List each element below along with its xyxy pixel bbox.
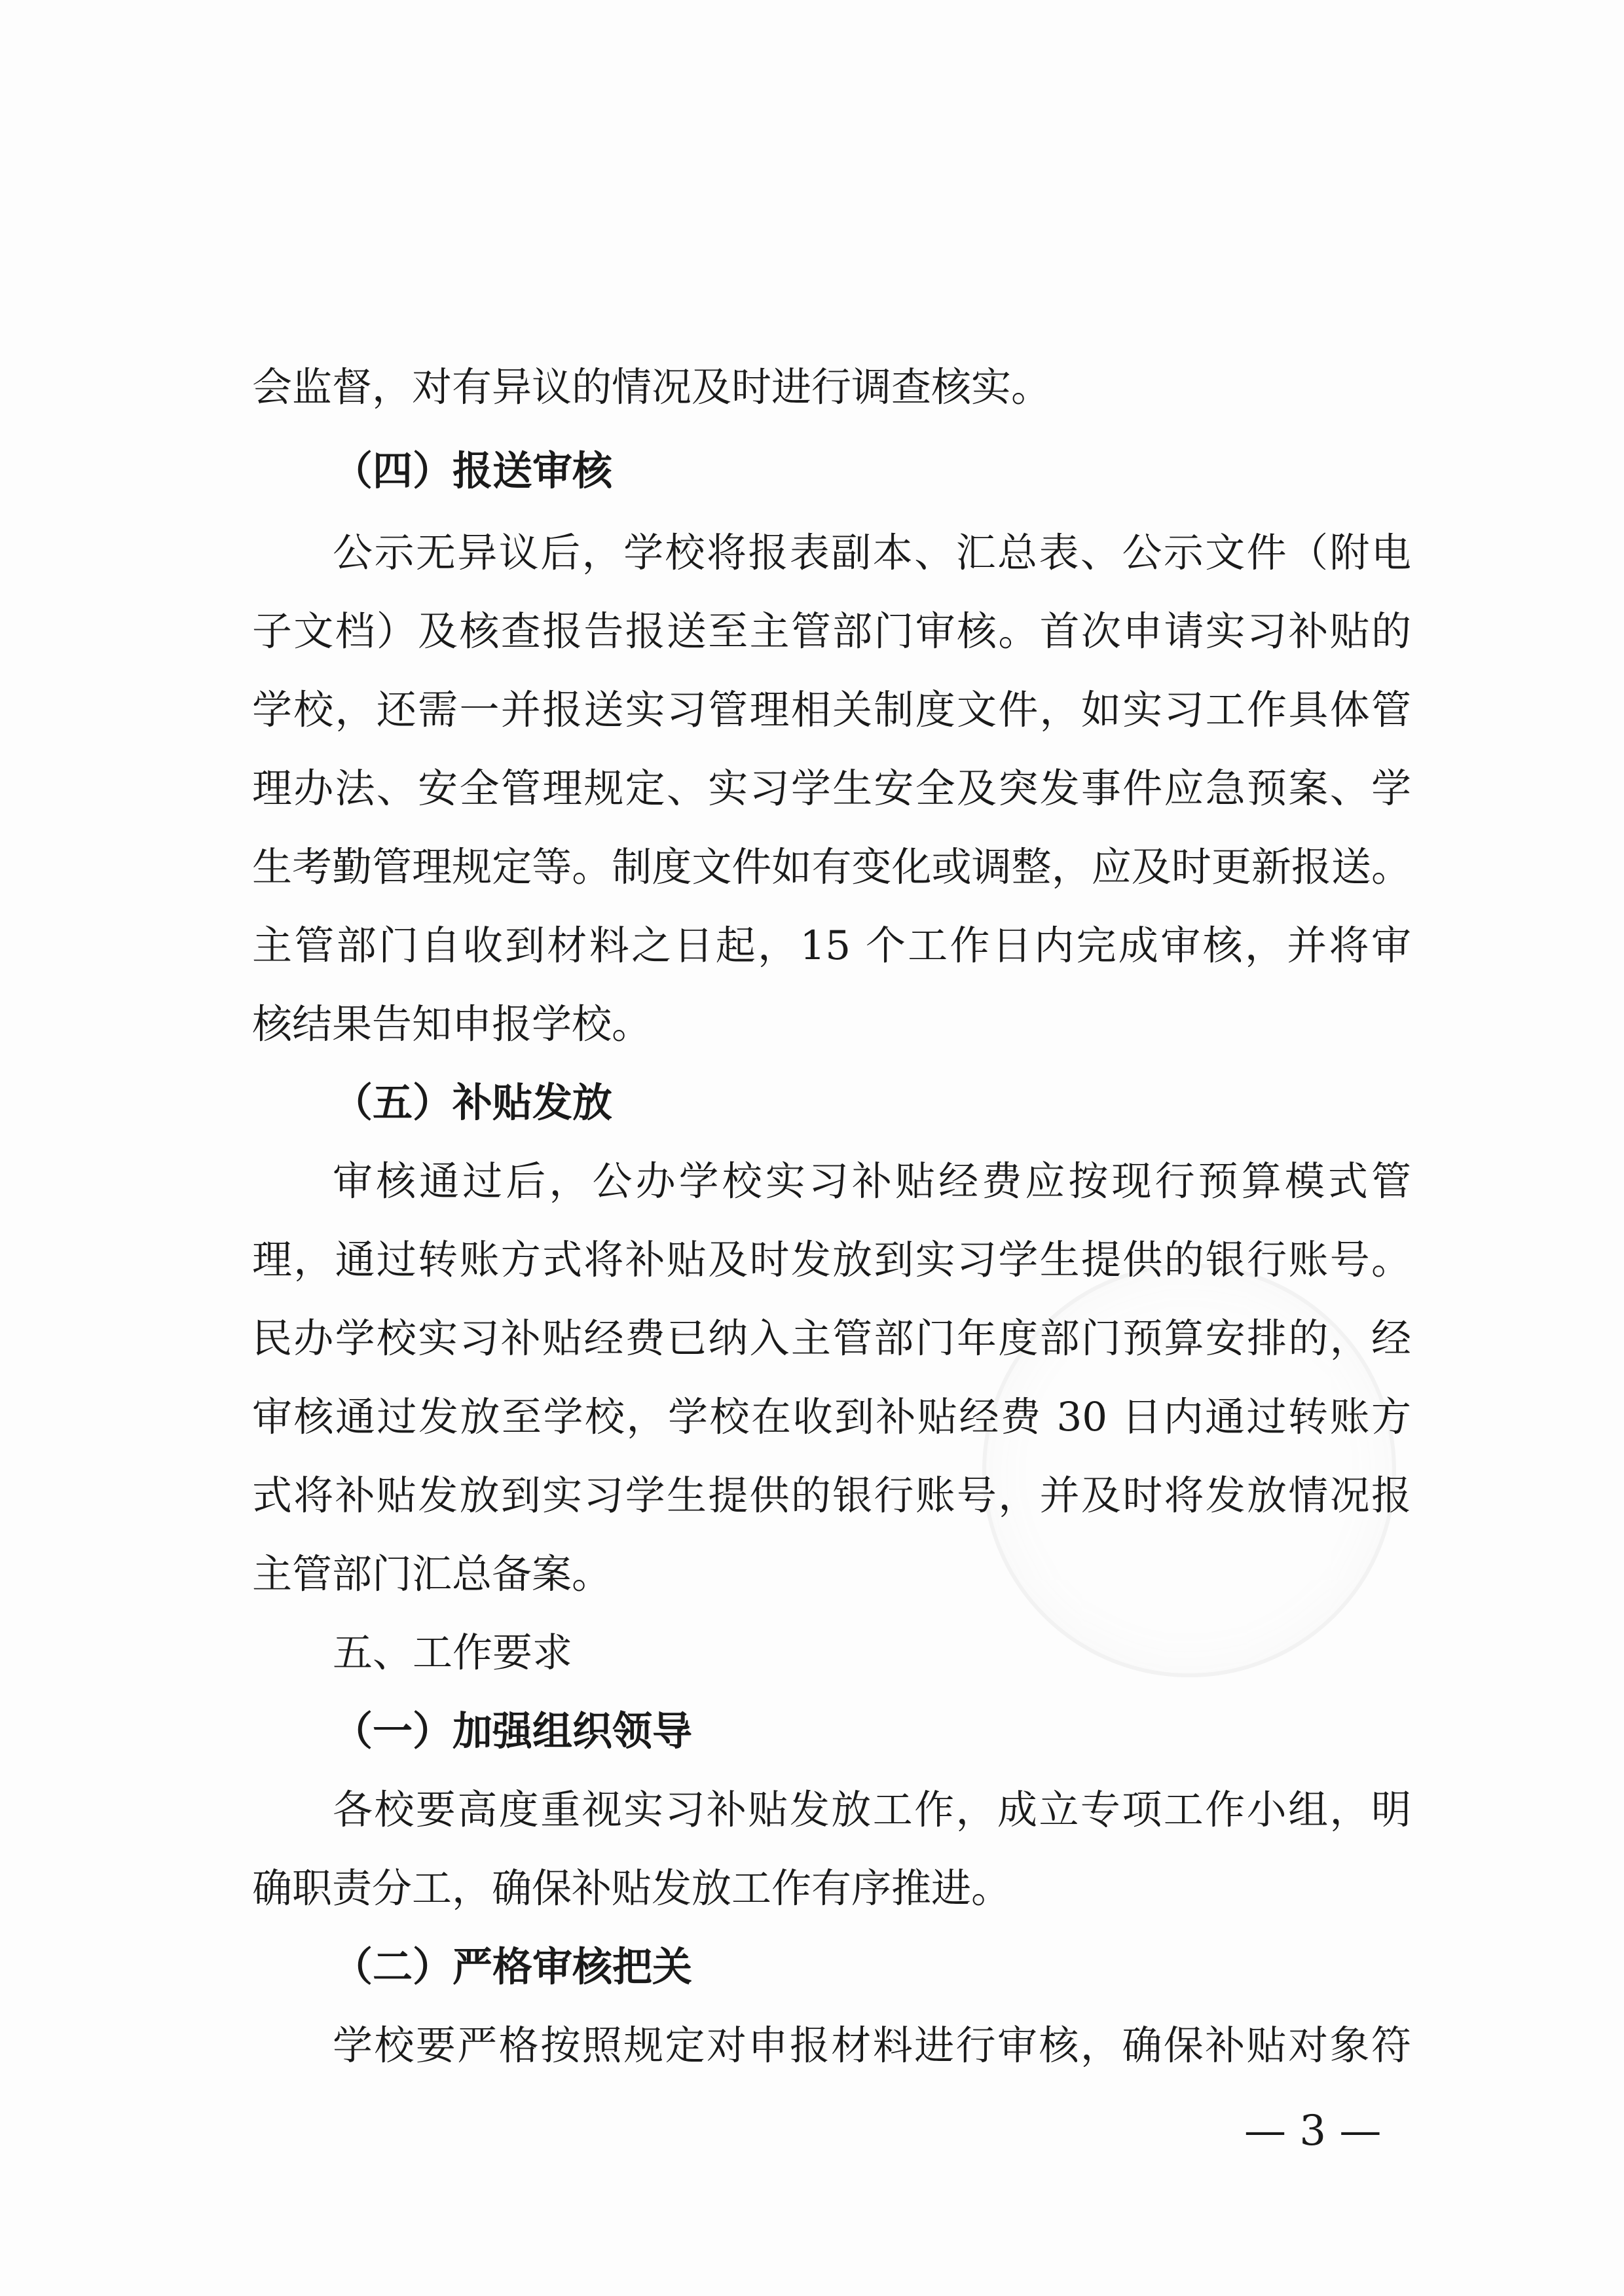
section-heading-organization: （一）加强组织领导 (333, 1708, 693, 1755)
body-line: 各校要高度重视实习补贴发放工作，成立专项工作小组，明 (333, 1787, 1411, 1833)
body-line: 式将补贴发放到实习学生提供的银行账号，并及时将发放情况报 (252, 1472, 1411, 1519)
section-heading-report-review: （四）报送审核 (333, 448, 613, 494)
section-title-work-requirements: 五、工作要求 (333, 1630, 573, 1676)
section-heading-subsidy-payment: （五）补贴发放 (333, 1080, 613, 1126)
body-line: 生考勤管理规定等。制度文件如有变化或调整，应及时更新报送。 (252, 844, 1411, 890)
body-line: 理办法、安全管理规定、实习学生安全及突发事件应急预案、学 (252, 765, 1411, 812)
body-line: 学校要严格按照规定对申报材料进行审核，确保补贴对象符 (333, 2022, 1411, 2069)
body-line: 公示无异议后，学校将报表副本、汇总表、公示文件（附电 (333, 530, 1411, 576)
body-line: 理，通过转账方式将补贴及时发放到实习学生提供的银行账号。 (252, 1237, 1411, 1283)
page-number: — 3 — (1244, 2107, 1382, 2155)
body-line: 子文档）及核查报告报送至主管部门审核。首次申请实习补贴的 (252, 608, 1411, 655)
body-line: 会监督，对有异议的情况及时进行调查核实。 (252, 364, 1052, 410)
body-line: 主管部门汇总备案。 (252, 1551, 612, 1597)
body-line: 民办学校实习补贴经费已纳入主管部门年度部门预算安排的，经 (252, 1315, 1411, 1362)
body-line: 确职责分工，确保补贴发放工作有序推进。 (252, 1865, 1012, 1912)
body-line: 学校，还需一并报送实习管理相关制度文件，如实习工作具体管 (252, 687, 1411, 733)
body-line: 审核通过发放至学校，学校在收到补贴经费 30 日内通过转账方 (252, 1394, 1411, 1440)
body-line: 审核通过后，公办学校实习补贴经费应按现行预算模式管 (333, 1158, 1411, 1205)
body-line: 核结果告知申报学校。 (252, 1001, 652, 1048)
body-line: 主管部门自收到材料之日起，15 个工作日内完成审核，并将审 (252, 922, 1411, 969)
section-heading-strict-review: （二）严格审核把关 (333, 1944, 693, 1990)
